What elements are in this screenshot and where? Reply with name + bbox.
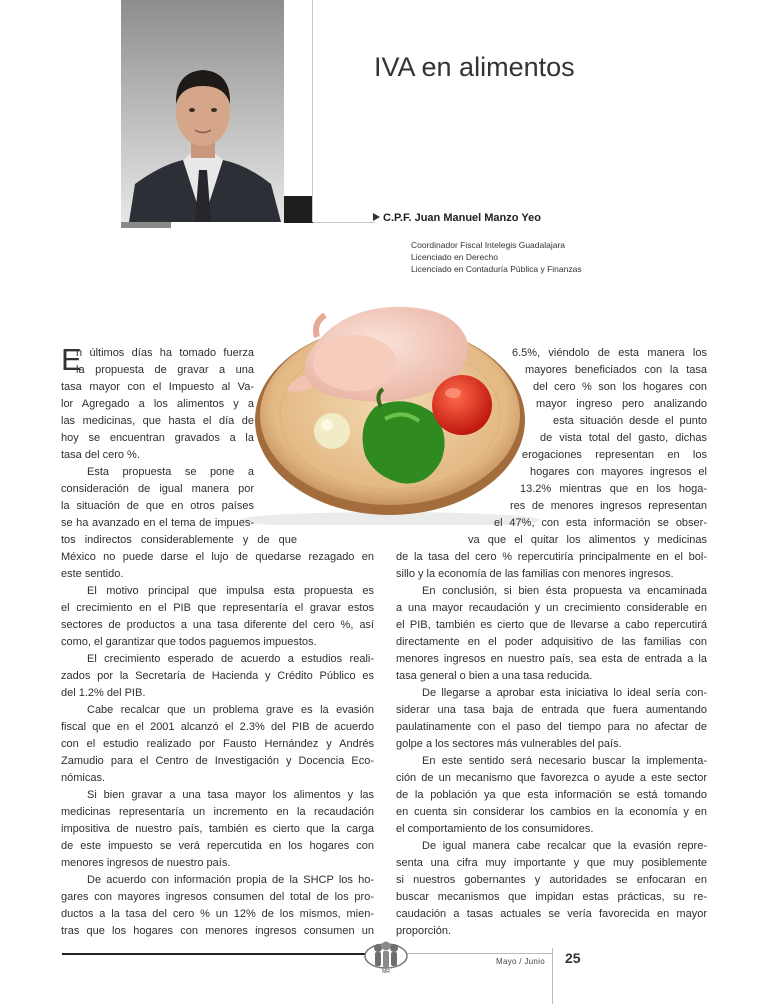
- footer-divider: [552, 948, 553, 1004]
- text-line: mayor ingreso pero analizando: [536, 398, 707, 410]
- text-line: tasa general o bien a una tasa reducida.: [396, 670, 593, 682]
- text-line: zados por la Secretaría de Hacienda y Crédito Público es: [61, 670, 374, 682]
- text-line: ción de un mecanismo que favorezca o ayude a este sector: [396, 772, 707, 784]
- text-line: proporción.: [396, 925, 452, 937]
- triangle-bullet-icon: [373, 213, 380, 221]
- text-line: El crecimiento esperado de acuerdo a estudios reali-: [87, 653, 374, 665]
- footer-rule: [62, 953, 378, 955]
- text-line: consideración de igual manera por: [61, 483, 254, 495]
- text-line: buscar mecanismos que impidan estas prácticas, su re-: [396, 891, 707, 903]
- text-line: de vista total del gasto, dichas: [540, 432, 707, 444]
- header-divider: [312, 0, 313, 222]
- text-line: hogares con mayores ingresos el: [530, 466, 707, 478]
- text-line: de este impuesto se verá repercutida en los hogares con: [61, 840, 374, 852]
- text-line: mayores beneficiados con la tasa: [525, 364, 707, 376]
- text-line: el crecimiento en el PIB que representaría el gravar estos: [61, 602, 374, 614]
- text-line: impositiva de nuestro país, también es cierto que la carga: [61, 823, 374, 835]
- author-role: Licenciado en Derecho: [411, 252, 498, 262]
- text-line: en cuenta sin considerar los cambios en la economía y en: [396, 806, 707, 818]
- author-rule: [313, 222, 375, 223]
- text-line: fiscal que en el 2001 alcanzó el 2.3% del PIB de acuerdo: [61, 721, 374, 733]
- text-line: va que el quitar los alimentos y medicinas: [468, 534, 707, 546]
- author-role: Licenciado en Contaduría Pública y Finanzas: [411, 264, 582, 274]
- text-line: a una mayor recaudación y un crecimiento considerable en: [396, 602, 707, 614]
- text-line: menores ingresos en nuestro país, sea esta de entrada a la: [396, 653, 707, 665]
- text-line: De llegarse a aprobar esta iniciativa lo ideal sería con-: [422, 687, 707, 699]
- text-line: Zamudio para el Centro de Investigación y Docencia Eco-: [61, 755, 374, 767]
- page-number: 25: [565, 950, 581, 966]
- text-line: 6.5%, viéndolo de esta manera los: [512, 347, 707, 359]
- text-line: del cero % son los hogares con: [533, 381, 707, 393]
- text-line: si nuestros gobernantes y autoridades se enfocaran en: [396, 874, 707, 886]
- text-line: se ha avanzado en el tema de impues-: [61, 517, 254, 529]
- text-line: tras que los hogares con menores ingresos consumen un: [61, 925, 374, 937]
- text-line: ductos a la tasa del cero % un 12% de los mismos, mien-: [61, 908, 374, 920]
- text-line: De igual manera cabe recalcar que la evasión repre-: [422, 840, 707, 852]
- photo-accent-block: [284, 196, 313, 223]
- author-name: C.P.F. Juan Manuel Manzo Yeo: [383, 212, 541, 224]
- text-line: golpe a los sectores más vulnerables del país.: [396, 738, 622, 750]
- text-line: Cabe recalcar que un problema grave es la evasión: [87, 704, 374, 716]
- text-line: menores ingresos de nuestro país.: [61, 857, 231, 869]
- text-line: paulatinamente con el paso del tiempo para no afectar de: [396, 721, 707, 733]
- footer-rule-right: [404, 953, 552, 954]
- text-line: las medicinas, que hasta el día de: [61, 415, 254, 427]
- text-line: tasa mayor con el Impuesto al Va-: [61, 381, 254, 393]
- text-line: siderar una tasa baja de entrada que fuera aumentando: [396, 704, 707, 716]
- text-line: caudación a tasas actuales se vería favorecida en mayor: [396, 908, 707, 920]
- text-line: lor Agregado a los alimentos y a: [61, 398, 254, 410]
- text-line: medicinas representaría un incremento en la recaudación: [61, 806, 374, 818]
- text-line: México no puede darse el lujo de quedarse rezagado en: [61, 551, 374, 563]
- text-line: tasa del cero %.: [61, 449, 140, 461]
- text-line: este sentido.: [61, 568, 124, 580]
- drop-cap: E: [61, 342, 82, 377]
- text-line: El motivo principal que impulsa esta propuesta es: [87, 585, 374, 597]
- text-line: del 1.2% del PIB.: [61, 687, 146, 699]
- text-line: el 47%, con esta información se obser-: [494, 517, 707, 529]
- text-line: nómicas.: [61, 772, 106, 784]
- text-line: la situación de que en otros países: [61, 500, 254, 512]
- text-line: con el estudio realizado por Fausto Hernández y Andrés: [61, 738, 374, 750]
- text-line: senta una cifra muy importante y que muy posiblemente: [396, 857, 707, 869]
- text-line: sillo y la economía de las familias con menores ingresos.: [396, 568, 674, 580]
- logo-text: MR: [382, 969, 390, 974]
- text-line: En conclusión, si bien ésta propuesta va encaminada: [422, 585, 707, 597]
- text-line: n últimos días ha tomado fuerza: [76, 347, 254, 359]
- text-line: el PIB, también es cierto que de llevarse a cabo repercutirá: [396, 619, 707, 631]
- text-line: sectores de productos a una tasa diferente del cero %, así: [61, 619, 374, 631]
- article-title: IVA en alimentos: [374, 52, 575, 82]
- text-line: gares con mayores ingresos consumen del total de los pro-: [61, 891, 374, 903]
- text-line: Esta propuesta se pone a: [87, 466, 254, 478]
- text-line: esta situación desde el punto: [553, 415, 707, 427]
- text-line: Si bien gravar a una tasa mayor los alimentos y las: [87, 789, 374, 801]
- author-line: [373, 212, 541, 224]
- text-line: de la población ya que esta información se está tomando: [396, 789, 707, 801]
- text-line: de la tasa del cero % repercutiría principalmente en el bol-: [396, 551, 707, 563]
- text-line: 13.2% mientras que en los hoga-: [520, 483, 707, 495]
- publisher-logo-icon: [363, 938, 409, 979]
- author-roles: [411, 239, 582, 275]
- author-role: Coordinador Fiscal Intelegis Guadalajara: [411, 240, 566, 250]
- photo-accent-bar: [121, 222, 171, 228]
- issue-date: Mayo / Junio: [496, 957, 545, 966]
- text-line: hoy se encuentran gravados a la: [61, 432, 254, 444]
- text-line: como, el garantizar que todos paguemos impuestos.: [61, 636, 317, 648]
- text-line: De acuerdo con información propia de la SHCP los ho-: [87, 874, 374, 886]
- text-line: la propuesta de gravar a una: [76, 364, 254, 376]
- text-line: directamente en el poder adquisitivo de las familias con: [396, 636, 707, 648]
- author-photo: [121, 0, 284, 222]
- text-line: En este sentido será necesario buscar la implementa-: [422, 755, 707, 767]
- text-line: el comportamiento de los consumidores.: [396, 823, 594, 835]
- text-line: res de menores ingresos representan: [510, 500, 707, 512]
- text-line: erogaciones representan en los: [522, 449, 707, 461]
- text-line: tos indirectos considerablemente y de que: [61, 534, 297, 546]
